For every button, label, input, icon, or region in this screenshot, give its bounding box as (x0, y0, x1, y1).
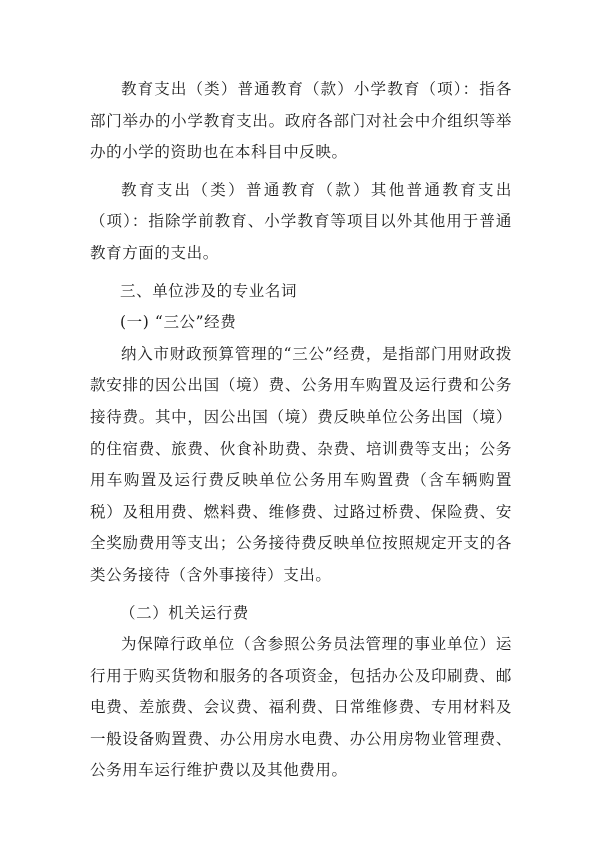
subheading-three-public: (一) “三公”经费 (120, 313, 237, 332)
section-heading-terms: 三、单位涉及的专业名词 (120, 281, 298, 300)
subheading-operating-cost: （二）机关运行费 (120, 603, 249, 622)
paragraph-operating-cost: 为保障行政单位（含参照公务员法管理的事业单位）运行用于购买货物和服务的各项资金，包括办公及印刷费、邮电费、差旅费、会议费、福利费、日常维修费、专用材料及一般设备购置费、办公用房水电费、办公用房物业管理费、公务用车运行维护费以及其他费用。 (90, 635, 512, 780)
paragraph-primary-education: 教育支出（类）普通教育（款）小学教育（项）：指各部门举办的小学教育支出。政府各部门对社会中介组织等举办的小学的资助也在本科目中反映。 (90, 80, 512, 162)
paragraph-three-public: 纳入市财政预算管理的“三公”经费，是指部门用财政拨款安排的因公出国（境）费、公务用车购置及运行费和公务接待费。其中，因公出国（境）费反映单位公务出国（境）的住宿费、旅费、伙食补助费、杂费、培训费等支出；公务用车购置及运行费反映单位公务用车购置费（含车辆购置税）及租用费、燃料费、维修费、过路过桥费、保险费、安全奖励费用等支出；公务接待费反映单位按照规定开支的各类公务接待（含外事接待）支出。 (90, 344, 512, 584)
paragraph-other-education: 教育支出（类）普通教育（款）其他普通教育支出（项）：指除学前教育、小学教育等项目以外其他用于普通教育方面的支出。 (90, 180, 512, 262)
